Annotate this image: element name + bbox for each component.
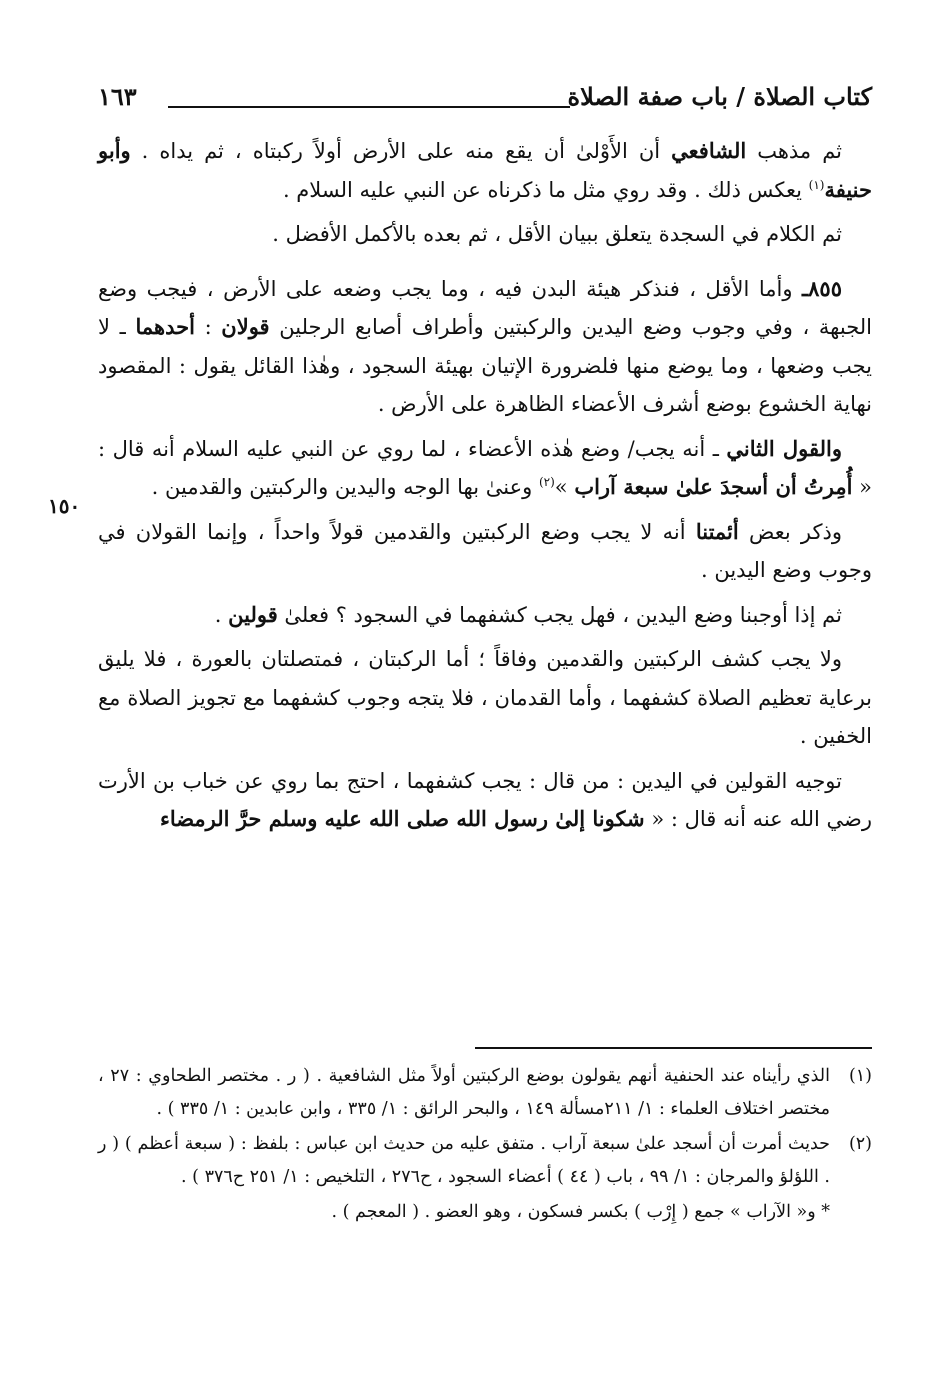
p5-bold-aimmatuna: أئمتنا (695, 518, 739, 544)
footnote-1 (98, 1060, 872, 1125)
p3-bold-qawlan: قولان (221, 314, 270, 339)
paragraph-5 (98, 513, 872, 590)
p4-bold-hadith: أُمِرتُ أن أسجدَ علىٰ سبعة آراب (574, 474, 853, 499)
running-title: كتاب الصلاة / باب صفة الصلاة (567, 82, 872, 111)
p8-text-a: توجيه القولين في اليدين : من قال : يجب كشفهما ، احتج بما روي عن خباب بن الأرت رضي الله عنه أنه قال : « (98, 768, 872, 831)
footnote-ref-2[interactable]: (٢) (538, 475, 555, 489)
paragraph-1 (98, 132, 872, 209)
p6-bold-qawlayn: قولين (228, 601, 278, 627)
p3-text-a: وأما الأقل ، فنذكر هيئة البدن فيه ، وما يجب وضعه على الأرض ، فيجب وضع الجبهة ، وفي وجوب وضع اليدين والركبتين وأطراف أصابع الرجلين (98, 276, 872, 339)
margin-page-marker: ١٥٠ (48, 494, 81, 518)
p1-text-a: ثم مذهب (746, 139, 843, 163)
page-header (98, 82, 872, 116)
footnote-2-text: حديث أمرت أن أسجد علىٰ سبعة آراب . متفق عليه من حديث ابن عباس : بلفظ : ( سبعة أعظم ) ( ر . اللؤلؤ والمرجان : ١/ ٩٩ ، باب ( ٤٤ ) أعضاء السجود ، ح٢٧٦ ، التلخيص : ١/ ٢٥١ ح٣٧٦ ) . (98, 1134, 830, 1187)
p3-bold-ahaduhuma: أحدهما (135, 314, 195, 339)
footnotes (98, 1060, 872, 1229)
page-number: ١٦٣ (98, 82, 137, 111)
p8-bold-hadith: شكونا إلىٰ رسول الله صلى الله عليه وسلم حرَّ الرمضاء (159, 806, 645, 831)
footnote-2-number: (٢) (848, 1134, 872, 1154)
p4-text-d: » (554, 475, 575, 499)
p3-text-e: ـ لا يجب وضعها ، وما يوضع منها فلضرورة الإتيان بهيئة السجود ، وهٰذا القائل يقول : المقصود نهاية الخشوع بوضع أشرف الأعضاء الظاهرة على الأرض . (98, 315, 872, 416)
p1-bold-abu-hanifa: وأبو حنيفة (98, 138, 872, 202)
footnote-1-number: (١) (848, 1066, 872, 1086)
star-note: * و« الآراب » جمع ( إِرْب ) بكسر فسكون ، وهو العضو . ( المعجم ) . (331, 1202, 830, 1222)
p1-text-e: يعكس ذلك . وقد روي مثل ما ذكرناه عن النبي عليه السلام . (282, 177, 809, 202)
footnote-2 (98, 1128, 872, 1193)
main-text (98, 132, 872, 855)
p5-text-c: أنه لا يجب وضع الركبتين والقدمين قولاً واحداً ، وإنما القولان في وجوب وضع اليدين . (98, 519, 872, 582)
paragraph-8 (98, 762, 872, 839)
p1-bold-shafii: الشافعي (671, 138, 747, 163)
paragraph-4 (98, 430, 872, 507)
p4-text-e: وعنىٰ بها الوجه واليدين والركبتين والقدمين . (151, 475, 539, 499)
p6-text-a: ثم إذا أوجبنا وضع اليدين ، فهل يجب كشفهما في السجود ؟ فعلىٰ (277, 602, 842, 627)
p3-issue-number: ٨٥٥ـ (802, 275, 842, 301)
header-rule (168, 106, 570, 108)
paragraph-7: ولا يجب كشف الركبتين والقدمين وفاقاً ؛ أما الركبتان ، فمتصلتان بالعورة ، فلا يليق برعاية تعظيم الصلاة كشفهما ، وأما القدمان ، فلا يتجه وجوب كشفهما مع تجويز الصلاة مع الخفين . (98, 647, 872, 748)
p4-bold-second-view: والقول الثاني (726, 435, 842, 461)
paragraph-3 (98, 270, 872, 424)
p6-text-c: . (214, 602, 229, 627)
footnote-1-text: الذي رأيناه عند الحنفية أنهم يقولون بوضع الركبتين أولاً مثل الشافعية . ( ر . مختصر الطحاوي : ٢٧ ، مختصر اختلاف العلماء : ١/ ٢١١مسألة ١٤٩ ، والبحر الرائق : ١/ ٣٣٥ ، وابن عابدين : ١/ ٣٣٥ ) . (98, 1066, 830, 1119)
p5-text-a: وذكر بعض (738, 519, 842, 544)
footnote-ref-1[interactable]: (١) (808, 177, 825, 192)
p3-text-c: : (194, 315, 222, 339)
p1-text-c: أن الأَوْلىٰ أن يقع منه على الأرض أولاً ركبتاه ، ثم يداه . (130, 139, 672, 163)
p4-text-b: ـ أنه يجب/ وضع هٰذه الأعضاء ، لما روي عن النبي عليه السلام أنه قال : « (98, 436, 872, 499)
footnote-separator (475, 1047, 872, 1049)
paragraph-2: ثم الكلام في السجدة يتعلق ببيان الأقل ، ثم بعده بالأكمل الأفضل . (272, 222, 842, 246)
paragraph-6 (98, 596, 872, 635)
